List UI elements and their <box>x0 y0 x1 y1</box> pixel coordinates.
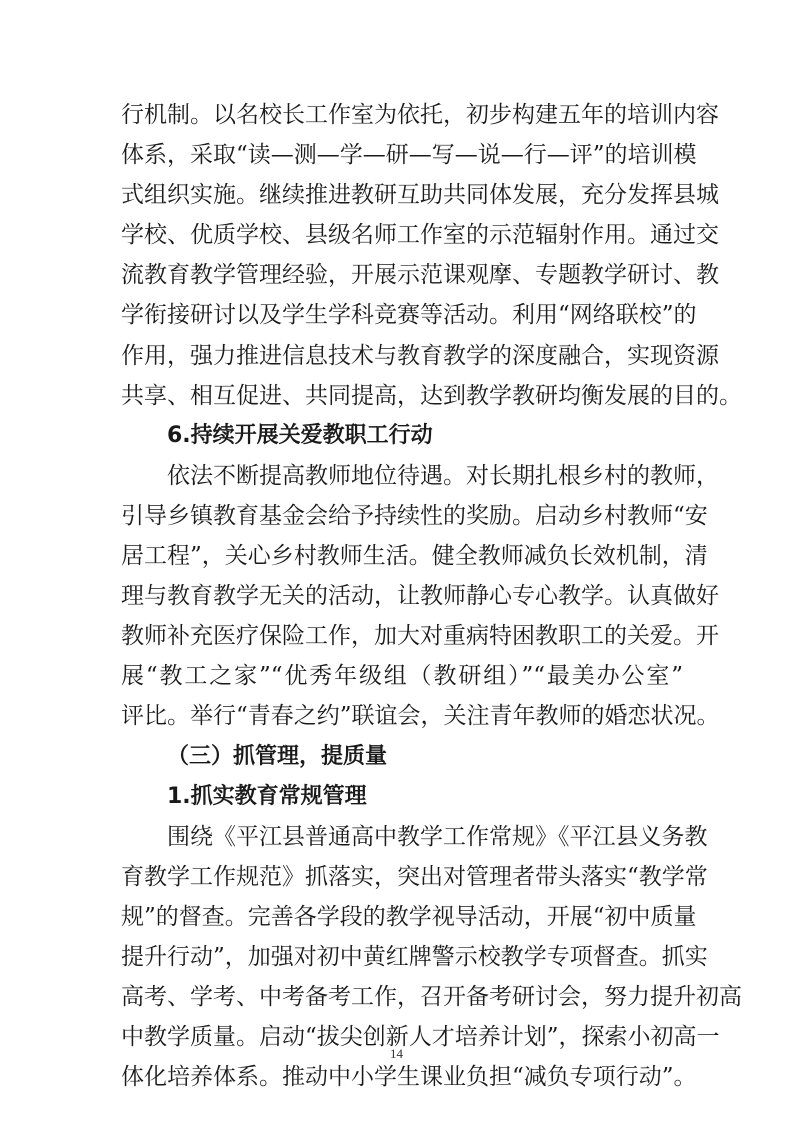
text-line: 行机制。以名校长工作室为依托，初步构建五年的培训内容 <box>121 102 719 128</box>
text-line: 理与教育教学无关的活动，让教师静心专心教学。认真做好 <box>121 583 719 610</box>
text-line: 规”的督查。完善各学段的教学视导活动，开展“初中质量 <box>121 903 697 930</box>
text-line: 学衔接研讨以及学生学科竞赛等活动。利用“网络联校”的 <box>121 302 697 329</box>
text-line: 体系，采取“读—测—学—研—写—说—行—评”的培训模 <box>121 142 697 169</box>
document-body <box>121 95 742 1097</box>
text-line: 作用，强力推进信息技术与教育教学的深度融合，实现资源 <box>121 342 719 369</box>
text-line: 展“教工之家”“优秀年级组（教研组）”“最美办公室” <box>121 663 683 690</box>
text-line: 体化培养体系。推动中小学生课业负担“减负专项行动”。 <box>121 1064 697 1091</box>
text-line: 提升行动”，加强对初中黄红牌警示校教学专项督查。抓实 <box>121 943 708 970</box>
section-heading: 6.持续开展关爱教职工行动 <box>167 422 433 448</box>
text-line: 育教学工作规范》抓落实，突出对管理者带头落实“教学常 <box>121 863 708 890</box>
text-line: 引导乡镇教育基金会给予持续性的奖励。启动乡村教师“安 <box>121 502 708 529</box>
section-heading: 1.抓实教育常规管理 <box>167 783 367 809</box>
page-number: 14 <box>390 1046 403 1061</box>
text-line: 式组织实施。继续推进教研互助共同体发展，充分发挥县城 <box>121 182 719 209</box>
text-line: 流教育教学管理经验，开展示范课观摩、专题教学研讨、教 <box>121 262 719 289</box>
text-line: 依法不断提高教师地位待遇。对长期扎根乡村的教师， <box>167 462 719 489</box>
section-heading: （三）抓管理，提质量 <box>167 743 388 769</box>
text-line: 共享、相互促进、共同提高，达到教学教研均衡发展的目的。 <box>121 382 742 409</box>
text-line: 评比。举行“青春之约”联谊会，关注青年教师的婚恋状况。 <box>121 703 720 730</box>
text-line: 中教学质量。启动“拔尖创新人才培养计划”，探索小初高一 <box>121 1024 720 1051</box>
text-line: 学校、优质学校、县级名师工作室的示范辐射作用。通过交 <box>121 222 719 249</box>
text-line: 围绕《平江县普通高中教学工作常规》《平江县义务教 <box>167 823 708 850</box>
text-line: 教师补充医疗保险工作，加大对重病特困教职工的关爱。开 <box>121 623 719 650</box>
text-line: 居工程”，关心乡村教师生活。健全教师减负长效机制，清 <box>121 543 708 570</box>
text-line: 高考、学考、中考备考工作，召开备考研讨会，努力提升初高 <box>121 984 742 1011</box>
